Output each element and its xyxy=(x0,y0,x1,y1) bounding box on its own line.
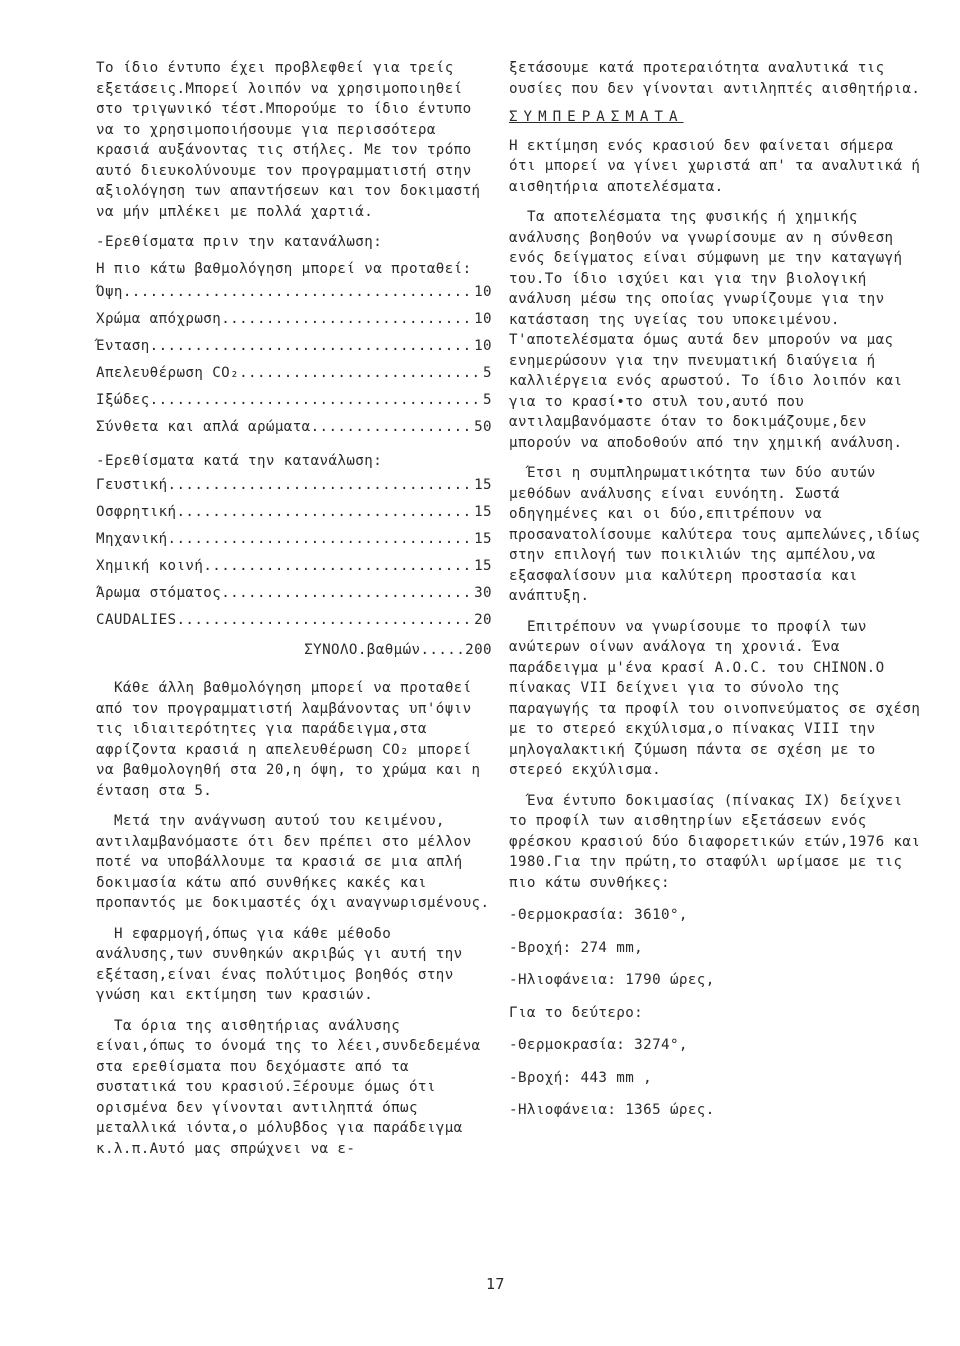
condition-line: -Βροχή: 443 mm , xyxy=(509,1069,653,1086)
score-row xyxy=(96,475,492,499)
paragraph: Η εφαρμογή,όπως για κάθε μέθοδο ανάλυσης,των συνθηκών ακριβώς γι αυτή την εξέταση,είναι ένας πολύτιμος βοηθός στην γνώση και εκτίμηση των κρασιών. xyxy=(96,925,463,1003)
page-number: 17 xyxy=(486,1275,505,1293)
condition-line: -Ηλιοφάνεια: 1790 ώρες, xyxy=(509,972,715,988)
condition-line: -Θερμοκρασία: 3274°, xyxy=(509,1037,688,1053)
score-value: 5 xyxy=(483,365,492,381)
score-label: Ιξώδες xyxy=(96,392,150,408)
score-total: ΣΥΝΟΛΟ.βαθμών.....200 xyxy=(304,641,492,658)
left-column xyxy=(96,58,492,1159)
score-row xyxy=(96,336,492,360)
score-label: Χρώμα απόχρωση xyxy=(96,311,222,327)
score-value: 15 xyxy=(474,476,492,493)
score-row xyxy=(96,529,492,553)
during-consumption-heading: -Ερεθίσματα κατά την κατανάλωση: xyxy=(96,453,383,469)
score-value: 10 xyxy=(474,284,492,300)
intro-paragraph: Το ίδιο έντυπο έχει προβλεφθεί για τρείς εξετάσεις.Μπορεί λοιπόν να χρησιμοποιηθεί στο τριγωνικό τέστ.Μπορούμε το ίδιο έντυπο να το χρησιμοποιήσουμε για περισσότερα κρασιά αυξάνοντας τις στήλες. Με τον τρόπο αυτό διευκολύνουμε τον προγραμματιστή στην αξιολόγηση των απαντήσεων και τον δοκιμαστή να μήν μπλέκει με πολλά χαρτιά. xyxy=(96,60,481,220)
score-value: 15 xyxy=(474,530,492,547)
score-label: Απελευθέρωση CO₂ xyxy=(96,365,240,381)
paragraph: Επιτρέπουν να γνωρίσουμε το προφίλ των ανώτερων οίνων ανάλογα τη χρονιά. Ένα παράδειγμα μ'ένα κρασί Α.Ο.C. του CHINON.Ο πίνακας VII δείχνει για το σύνολο της παραγωγής τα προφίλ του οινοπνεύματος σε σχέση με το στερεό εκχύλισμα,ο πίνακας VIII την μηλογαλακτική ζύμωση πάντα σε σχέση με το στερεό εκχύλισμα. xyxy=(509,618,921,778)
score-label: Μηχανική xyxy=(96,530,168,547)
score-label: Χημική κοινή xyxy=(96,557,204,574)
paragraph: Ένα έντυπο δοκιμασίας (πίνακας IX) δείχνει το προφίλ των αισθητηρίων εξετάσεων ενός φρέσκου κρασιού δύο διαφορετικών ετών,1976 και 1980.Για την πρώτη,το σταφύλι ωρίμασε με τις πιο κάτω συνθήκες: xyxy=(509,792,921,891)
score-row xyxy=(96,417,492,441)
score-value: 15 xyxy=(474,557,492,574)
condition-line: -Ηλιοφάνεια: 1365 ώρες. xyxy=(509,1102,715,1118)
paragraph: Τα όρια της αισθητήριας ανάλυσης είναι,όπως το όνομά της το λέει,συνδεδεμένα στα ερεθίσματα που δεχόμαστε από τα συστατικά του κρασιού.Ξέρουμε όμως ότι ορισμένα δεν γίνονται αντιληπτά όπως μεταλλικά ιόντα,ο μόλυβδος για παράδειγμα κ.λ.π.Αυτό μας σπρώχνει να ε- xyxy=(96,1017,481,1157)
score-row xyxy=(96,502,492,526)
condition-line: -Θερμοκρασία: 3610°, xyxy=(509,907,688,923)
paragraph: Η εκτίμηση ενός κρασιού δεν φαίνεται σήμερα ότι μπορεί να γίνει χωριστά απ' τα αναλυτικά ή αισθητήρια αποτελέσματα. xyxy=(509,137,921,195)
right-column xyxy=(509,58,921,1121)
score-row xyxy=(96,583,492,607)
score-value: 10 xyxy=(474,338,492,354)
score-label: Όψη xyxy=(96,284,123,300)
score-label: Ένταση xyxy=(96,338,150,354)
before-consumption-note: Η πιο κάτω βαθμολόγηση μπορεί να προταθεί: xyxy=(96,260,472,277)
score-value: 20 xyxy=(474,611,492,628)
score-value: 5 xyxy=(483,392,492,408)
score-row xyxy=(96,390,492,414)
score-row xyxy=(96,610,492,634)
score-value: 50 xyxy=(474,419,492,435)
score-row xyxy=(96,282,492,306)
paragraph: Τα αποτελέσματα της φυσικής ή χημικής ανάλυσης βοηθούν να γνωρίσουμε αν η σύνθεση ενός δείγματος είναι σύμφωνη με την καταγωγή του.Το ίδιο ισχύει και για την βιολογική ανάλυση μέσω της οποίας γνωρίζουμε για την κατάσταση της υγείας του υποκειμένου. Τ'αποτελέσματα όμως αυτά δεν μπορούν να μας ενημερώσουν για την πνευματική διαύγεια ή καλλιέργεια ενός αρωστού. Το ίδιο λοιπόν και για το κρασί•το στυλ του,αυτό που αντιλαμβανόμαστε όταν το δοκιμάζουμε,δεν μπορούν να αποδοθούν από την χημική ανάλυση. xyxy=(509,209,903,451)
during-score-list xyxy=(96,475,492,634)
paragraph-continuation: ξετάσουμε κατά προτεραιότητα αναλυτικά τις ουσίες που δεν γίνονται αντιληπτές αισθητήρια. xyxy=(509,60,921,97)
score-label: CAUDALIES xyxy=(96,611,177,628)
score-row xyxy=(96,309,492,333)
paragraph: Μετά την ανάγνωση αυτού του κειμένου, αντιλαμβανόμαστε ότι δεν πρέπει στο μέλλον ποτέ να υποβάλλουμε τα κρασιά σε μια απλή δοκιμασία κάτω από συνθήκες κακές και προπαντός με δοκιμαστές όχι αναγνωρισμένους. xyxy=(96,813,490,911)
paragraph: Έτσι η συμπληρωματικότητα των δύο αυτών μεθόδων ανάλυσης είναι ευνόητη. Σωστά οδηγημένες και οι δύο,επιτρέπουν να προσανατολίσουμε καλύτερα τους αμπελώνες,ιδίως στην επιλογή των ποικιλιών της αμπέλου,να εξασφαλίσουν μια καλύτερη προστασία και ανάπτυξη. xyxy=(509,465,921,604)
score-value: 10 xyxy=(474,311,492,327)
score-row xyxy=(96,363,492,387)
before-score-list xyxy=(96,282,492,441)
second-year-intro: Για το δεύτερο: xyxy=(509,1004,644,1021)
score-label: Οσφρητική xyxy=(96,503,177,520)
score-value: 30 xyxy=(474,584,492,601)
condition-line: -Βροχή: 274 mm, xyxy=(509,939,644,956)
before-consumption-heading: -Ερεθίσματα πριν την κατανάλωση: xyxy=(96,234,383,250)
score-value: 15 xyxy=(474,503,492,520)
score-row xyxy=(96,556,492,580)
score-label: Γευστική xyxy=(96,476,168,493)
score-label: Σύνθετα και απλά αρώματα xyxy=(96,419,311,435)
paragraph: Κάθε άλλη βαθμολόγηση μπορεί να προταθεί από τον προγραμματιστή λαμβάνοντας υπ'όψιν τις ιδιαιτερότητες για παράδειγμα,στα αφρίζοντα κρασιά η απελευθέρωση CO₂ μπορεί να βαθμολογηθή στα 20,η όψη, το χρώμα και η ένταση στα 5. xyxy=(96,680,481,799)
score-label: Άρωμα στόματος xyxy=(96,584,222,601)
section-heading: ΣΥΜΠΕΡΑΣΜΑΤΑ xyxy=(509,109,684,125)
